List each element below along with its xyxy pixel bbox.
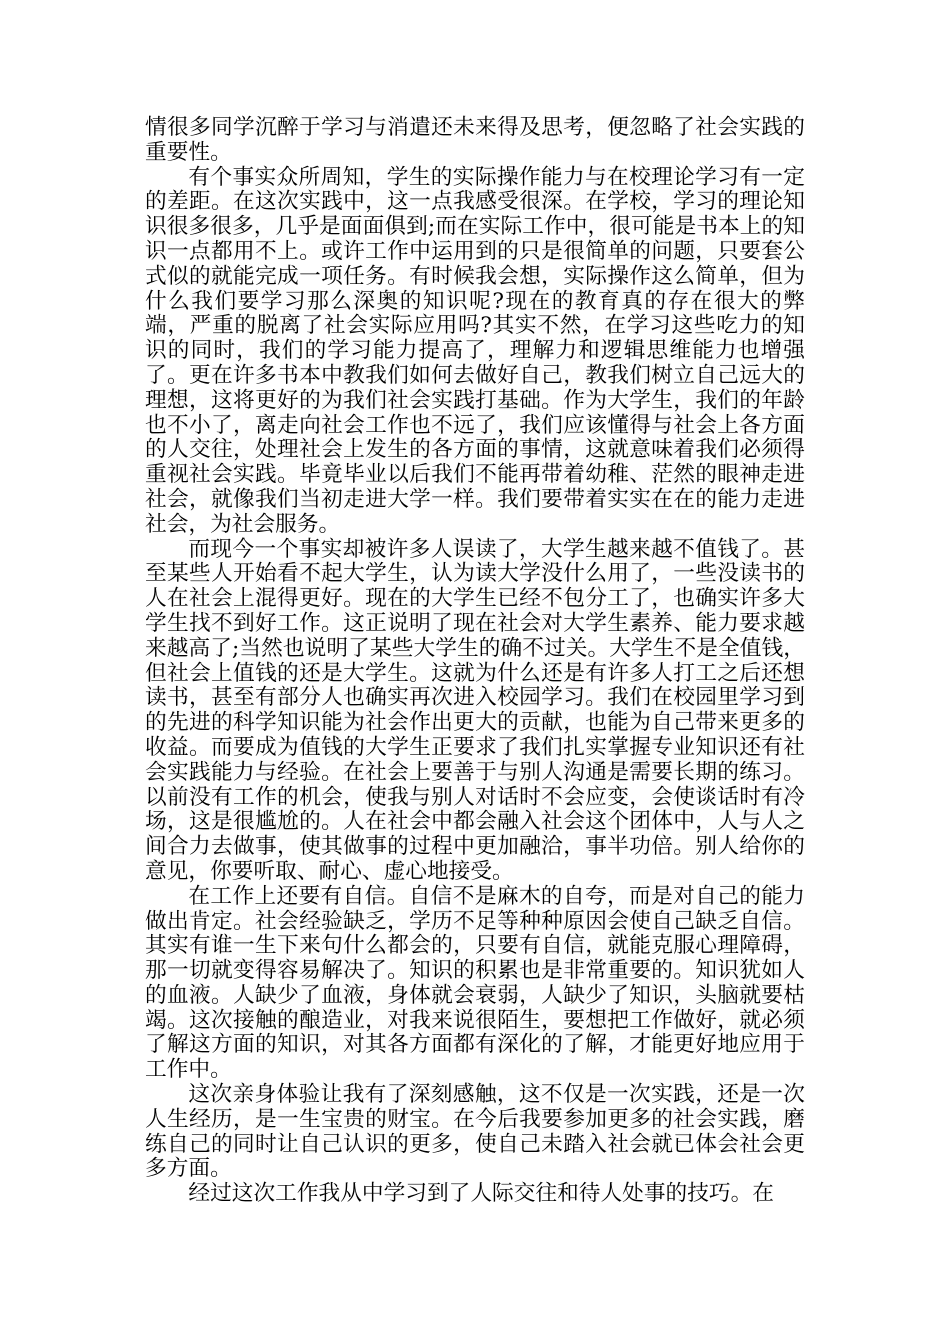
paragraph-interpersonal: 经过这次工作我从中学习到了人际交往和待人处事的技巧。在: [188, 1181, 774, 1207]
paragraph-experience: 这次亲身体验让我有了深刻感触，这不仅是一次实践，还是一次人生经历，是一生宝贵的财宝。在今后我要参加更多的社会实践，磨练自己的同时让自己认识的更多，使自己未踏入社会就已体会社会更多方面。: [145, 1082, 805, 1182]
paragraph-practice-gap: 有个事实众所周知，学生的实际操作能力与在校理论学习有一定的差距。在这次实践中，这一点我感受很深。在学校，学习的理论知识很多很多，几乎是面面俱到;而在实际工作中，很可能是书本上的知识一点都用不上。或许工作中运用到的只是很简单的问题，只要套公式似的就能完成一项任务。有时候我会想，实际操作这么简单，但为什么我们要学习那么深奥的知识呢?现在的教育真的存在很大的弊端，严重的脱离了社会实际应用吗?其实不然，在学习这些吃力的知识的同时，我们的学习能力提高了，理解力和逻辑思维能力也增强了。更在许多书本中教我们如何去做好自己，教我们树立自己远大的理想，这将更好的为我们社会实践打基础。作为大学生，我们的年龄也不小了，离走向社会工作也不远了，我们应该懂得与社会上各方面的人交往，处理社会上发生的各方面的事情，这就意味着我们必须得重视社会实践。毕竟毕业以后我们不能再带着幼稚、茫然的眼神走进社会，就像我们当初走进大学一样。我们要带着实实在在的能力走进社会，为社会服务。: [145, 164, 805, 537]
paragraph-confidence: 在工作上还要有自信。自信不是麻木的自夸，而是对自己的能力做出肯定。社会经验缺乏，学历不足等种种原因会使自己缺乏自信。其实有谁一生下来句什么都会的，只要有自信，就能克服心理障碍，那一切就变得容易解决了。知识的积累也是非常重要的。知识犹如人的血液。人缺少了血液，身体就会衰弱，人缺少了知识，头脑就要枯竭。这次接触的酿造业，对我来说很陌生，要想把工作做好，就必须了解这方面的知识，对其各方面都有深化的了解，才能更好地应用于工作中。: [145, 883, 805, 1083]
paragraph-graduate-value: 而现今一个事实却被许多人误读了，大学生越来越不值钱了。甚至某些人开始看不起大学生，认为读大学没什么用了，一些没读书的人在社会上混得更好。现在的大学生已经不包分工了，也确实许多大学生找不到好工作。这正说明了现在社会对大学生素养、能力要求越来越高了;当然也说明了某些大学生的确不过关。大学生不是全值钱，但社会上值钱的还是大学生。这就为什么还是有许多人打工之后还想读书，甚至有部分人也确实再次进入校园学习。我们在校园里学习到的先进的科学知识能为社会作出更大的贡献，也能为自己带来更多的收益。而要成为值钱的大学生正要求了我们扎实掌握专业知识还有社会实践能力与经验。在社会上要善于与别人沟通是需要长期的练习。以前没有工作的机会，使我与别人对话时不会应变，会使谈话时有冷场，这是很尴尬的。人在社会中都会融入社会这个团体中，人与人之间合力去做事，使其做事的过程中更加融洽，事半功倍。别人给你的意见，你要听取、耐心、虚心地接受。: [145, 536, 805, 884]
paragraph-continuation: 情很多同学沉醉于学习与消遣还未来得及思考，便忽略了社会实践的重要性。: [145, 115, 805, 165]
document-page: [145, 116, 805, 1207]
